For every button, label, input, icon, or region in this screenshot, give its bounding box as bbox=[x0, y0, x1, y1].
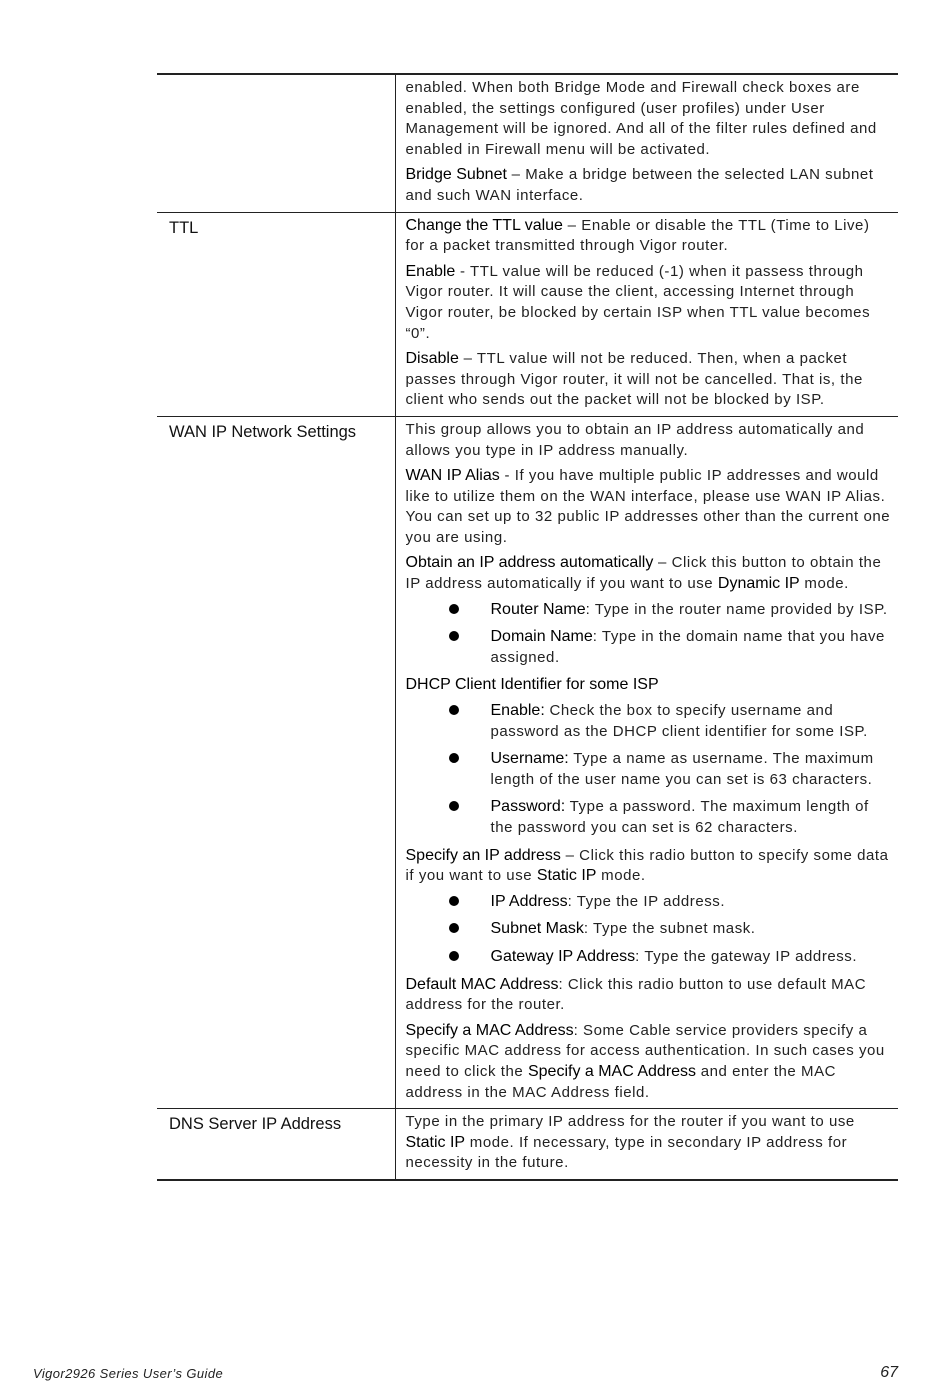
description-text: mode. bbox=[596, 867, 646, 885]
term-label: Router Name bbox=[490, 600, 586, 618]
black-dot-icon bbox=[449, 896, 459, 906]
description-text: enabled. When both Bridge Mode and Firewall check boxes are enabled, the settings configured (user profiles) under User Management will be ignored. And all of the filter rules defined and enabled in Firewall menu will be activated. bbox=[405, 79, 877, 158]
description-text: : Some Cable service providers specify a specific MAC address for access authentication. In such cases you need to click the bbox=[405, 1021, 885, 1080]
term-label: Static IP bbox=[536, 867, 597, 885]
description-text: and enter the MAC address in the MAC Address field. bbox=[405, 1062, 837, 1101]
parameter-description bbox=[395, 212, 898, 416]
black-dot-icon bbox=[449, 951, 459, 961]
description-text: mode. bbox=[799, 575, 849, 593]
parameter-description bbox=[395, 74, 898, 212]
description-text: – Enable or disable the TTL (Time to Live) for a packet transmitted through Vigor router. bbox=[405, 216, 870, 255]
term-label: IP Address bbox=[490, 892, 568, 910]
parameter-name: TTL bbox=[157, 212, 395, 416]
description-paragraph bbox=[406, 553, 893, 594]
black-dot-icon bbox=[449, 604, 459, 614]
bullet-item bbox=[406, 749, 893, 790]
term-label: Username: bbox=[490, 750, 569, 768]
description-text: This group allows you to obtain an IP address automatically and allows you type in IP address manually. bbox=[405, 420, 865, 459]
bullet-item bbox=[406, 919, 893, 940]
description-paragraph bbox=[406, 78, 893, 160]
term-label: DHCP Client Identifier for some ISP bbox=[405, 676, 659, 694]
term-label: Specify an IP address bbox=[405, 846, 561, 864]
parameter-description bbox=[395, 1109, 898, 1180]
parameter-name: DNS Server IP Address bbox=[157, 1109, 395, 1180]
parameter-name bbox=[157, 74, 395, 212]
description-text: Check the box to specify username and password as the DHCP client identifier for some ISP. bbox=[490, 702, 868, 740]
term-label: Enable: bbox=[490, 702, 545, 720]
table-row bbox=[157, 212, 898, 416]
description-paragraph bbox=[406, 1112, 893, 1174]
description-text: – Make a bridge between the selected LAN subnet and such WAN interface. bbox=[405, 166, 874, 204]
description-text: : Type in the router name provided by ISP. bbox=[585, 600, 888, 618]
description-paragraph bbox=[406, 349, 893, 411]
bullet-item bbox=[406, 947, 893, 968]
description-paragraph bbox=[406, 216, 893, 257]
description-text: Type a name as username. The maximum length of the user name you can set is 63 characters. bbox=[490, 750, 874, 788]
term-label: Enable bbox=[405, 262, 456, 280]
description-paragraph bbox=[406, 846, 893, 887]
bullet-item bbox=[406, 892, 893, 913]
black-dot-icon bbox=[449, 801, 459, 811]
term-label: Dynamic IP bbox=[717, 575, 800, 593]
term-label: Change the TTL value bbox=[405, 216, 563, 234]
bullet-item bbox=[406, 797, 893, 838]
description-paragraph bbox=[406, 165, 893, 206]
description-text: – Click this button to obtain the IP address automatically if you want to use bbox=[405, 554, 882, 593]
bullet-item bbox=[406, 627, 893, 668]
description-text: : Type in the domain name that you have assigned. bbox=[490, 628, 885, 666]
parameter-description bbox=[395, 416, 898, 1108]
bullet-item bbox=[406, 600, 893, 621]
description-text: : Type the IP address. bbox=[567, 892, 726, 910]
description-text: : Click this radio button to use default MAC address for the router. bbox=[405, 975, 867, 1014]
term-label: Password: bbox=[490, 798, 566, 816]
black-dot-icon bbox=[449, 923, 459, 933]
term-label: WAN IP Alias bbox=[405, 467, 500, 485]
description-text: : Type the gateway IP address. bbox=[635, 947, 858, 965]
description-text: - If you have multiple public IP addresses and would like to utilize them on the WAN interface, please use WAN IP Alias. You can set up to 32 public IP addresses other than the current one you are using. bbox=[405, 467, 891, 546]
footer-page-number: 67 bbox=[880, 1364, 898, 1381]
black-dot-icon bbox=[449, 753, 459, 763]
term-label: Specify a MAC Address bbox=[405, 1021, 574, 1039]
term-label: Domain Name bbox=[490, 628, 593, 646]
description-text: Type in the primary IP address for the router if you want to use bbox=[405, 1113, 855, 1131]
term-label: Static IP bbox=[405, 1133, 466, 1151]
bullet-list bbox=[406, 892, 893, 968]
term-label: Gateway IP Address bbox=[490, 947, 636, 965]
description-text: Type a password. The maximum length of the password you can set is 62 characters. bbox=[490, 798, 869, 836]
settings-table-body bbox=[157, 74, 898, 1180]
description-paragraph bbox=[406, 1021, 893, 1103]
table-row bbox=[157, 1109, 898, 1180]
description-paragraph bbox=[406, 466, 893, 548]
term-label: Bridge Subnet bbox=[405, 166, 507, 184]
term-label: Obtain an IP address automatically bbox=[405, 554, 654, 572]
term-label: Disable bbox=[405, 350, 459, 368]
description-text: - TTL value will be reduced (-1) when it passess through Vigor router. It will cause the client, accessing Internet through Vigor router, be blocked by certain ISP when TTL value becomes “0”. bbox=[405, 262, 871, 342]
settings-table bbox=[157, 73, 898, 1181]
term-label: Specify a MAC Address bbox=[527, 1062, 697, 1080]
description-text: – TTL value will not be reduced. Then, when a packet passes through Vigor router, it will not be cancelled. That is, the client who sends out the packet will not be blocked by ISP. bbox=[405, 350, 863, 409]
black-dot-icon bbox=[449, 631, 459, 641]
table-row bbox=[157, 416, 898, 1108]
description-paragraph bbox=[406, 262, 893, 344]
description-text: : Type the subnet mask. bbox=[583, 920, 756, 938]
bullet-list bbox=[406, 701, 893, 839]
description-text: – Click this radio button to specify some data if you want to use bbox=[405, 846, 889, 885]
parameter-name: WAN IP Network Settings bbox=[157, 416, 395, 1108]
description-paragraph bbox=[406, 675, 893, 696]
table-row bbox=[157, 74, 898, 212]
term-label: Default MAC Address bbox=[405, 975, 559, 993]
description-text: mode. If necessary, type in secondary IP address for necessity in the future. bbox=[405, 1133, 848, 1172]
description-paragraph bbox=[406, 420, 893, 461]
footer-guide-title: Vigor2926 Series User’s Guide bbox=[33, 1366, 224, 1381]
bullet-list bbox=[406, 600, 893, 669]
bullet-item bbox=[406, 701, 893, 742]
black-dot-icon bbox=[449, 705, 459, 715]
term-label: Subnet Mask bbox=[490, 920, 584, 938]
description-paragraph bbox=[406, 975, 893, 1016]
